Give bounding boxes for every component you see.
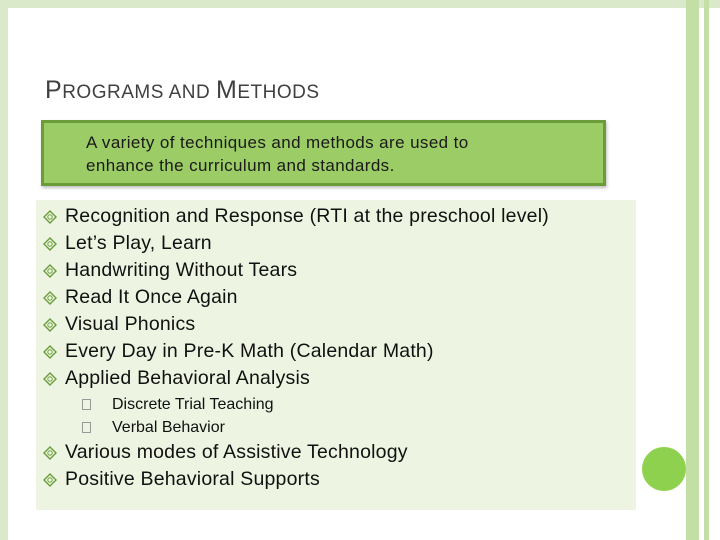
sub-list-item bbox=[82, 395, 274, 418]
list-item bbox=[43, 340, 549, 367]
list-item bbox=[43, 286, 549, 313]
list-item-text: Let’s Play, Learn bbox=[65, 232, 212, 254]
sub-list-item-text: Verbal Behavior bbox=[112, 419, 225, 436]
slide-title bbox=[45, 76, 320, 105]
diamond-bullet-icon bbox=[43, 446, 57, 460]
diamond-bullet-icon bbox=[43, 473, 57, 487]
title-cap-2: M bbox=[216, 76, 238, 104]
callout-box bbox=[41, 120, 606, 186]
list-item-text: Various modes of Assistive Technology bbox=[65, 441, 408, 463]
list-item bbox=[43, 205, 549, 232]
list-item bbox=[43, 313, 549, 340]
diamond-bullet-icon bbox=[43, 345, 57, 359]
list-item bbox=[43, 232, 549, 259]
diamond-bullet-icon bbox=[43, 291, 57, 305]
list-item-text: Applied Behavioral Analysis bbox=[65, 367, 310, 389]
title-rest-2: ETHODS bbox=[237, 82, 320, 103]
sub-list-item bbox=[82, 418, 274, 441]
list-item-text: Every Day in Pre-K Math (Calendar Math) bbox=[65, 340, 434, 362]
right-accent-bar bbox=[686, 0, 699, 540]
list-item-text: Positive Behavioral Supports bbox=[65, 468, 320, 490]
callout-line-2: enhance the curriculum and standards. bbox=[86, 156, 395, 175]
title-cap-1: P bbox=[45, 76, 63, 104]
box-bullet-icon bbox=[82, 399, 91, 410]
decorative-circle bbox=[642, 447, 686, 491]
box-bullet-icon bbox=[82, 422, 91, 433]
list-item-text: Visual Phonics bbox=[65, 313, 196, 335]
diamond-bullet-icon bbox=[43, 264, 57, 278]
list-item bbox=[43, 468, 408, 495]
list-item bbox=[43, 441, 408, 468]
left-border-stripe bbox=[0, 0, 8, 540]
list-item-text: Read It Once Again bbox=[65, 286, 238, 308]
list-item-text: Handwriting Without Tears bbox=[65, 259, 298, 281]
bullet-list-secondary bbox=[43, 441, 408, 495]
diamond-bullet-icon bbox=[43, 210, 57, 224]
list-item bbox=[43, 367, 549, 394]
callout-line-1: A variety of techniques and methods are used to bbox=[86, 133, 469, 152]
title-rest-1: ROGRAMS AND bbox=[62, 82, 216, 103]
bullet-list-main bbox=[43, 205, 549, 394]
callout-text bbox=[86, 131, 469, 177]
sub-bullet-list bbox=[82, 395, 274, 441]
diamond-bullet-icon bbox=[43, 237, 57, 251]
diamond-bullet-icon bbox=[43, 372, 57, 386]
list-item-text: Recognition and Response (RTI at the preschool level) bbox=[65, 205, 549, 227]
list-item bbox=[43, 259, 549, 286]
right-accent-bar-thin bbox=[704, 0, 709, 540]
sub-list-item-text: Discrete Trial Teaching bbox=[112, 396, 274, 413]
top-border-stripe bbox=[0, 0, 720, 8]
diamond-bullet-icon bbox=[43, 318, 57, 332]
